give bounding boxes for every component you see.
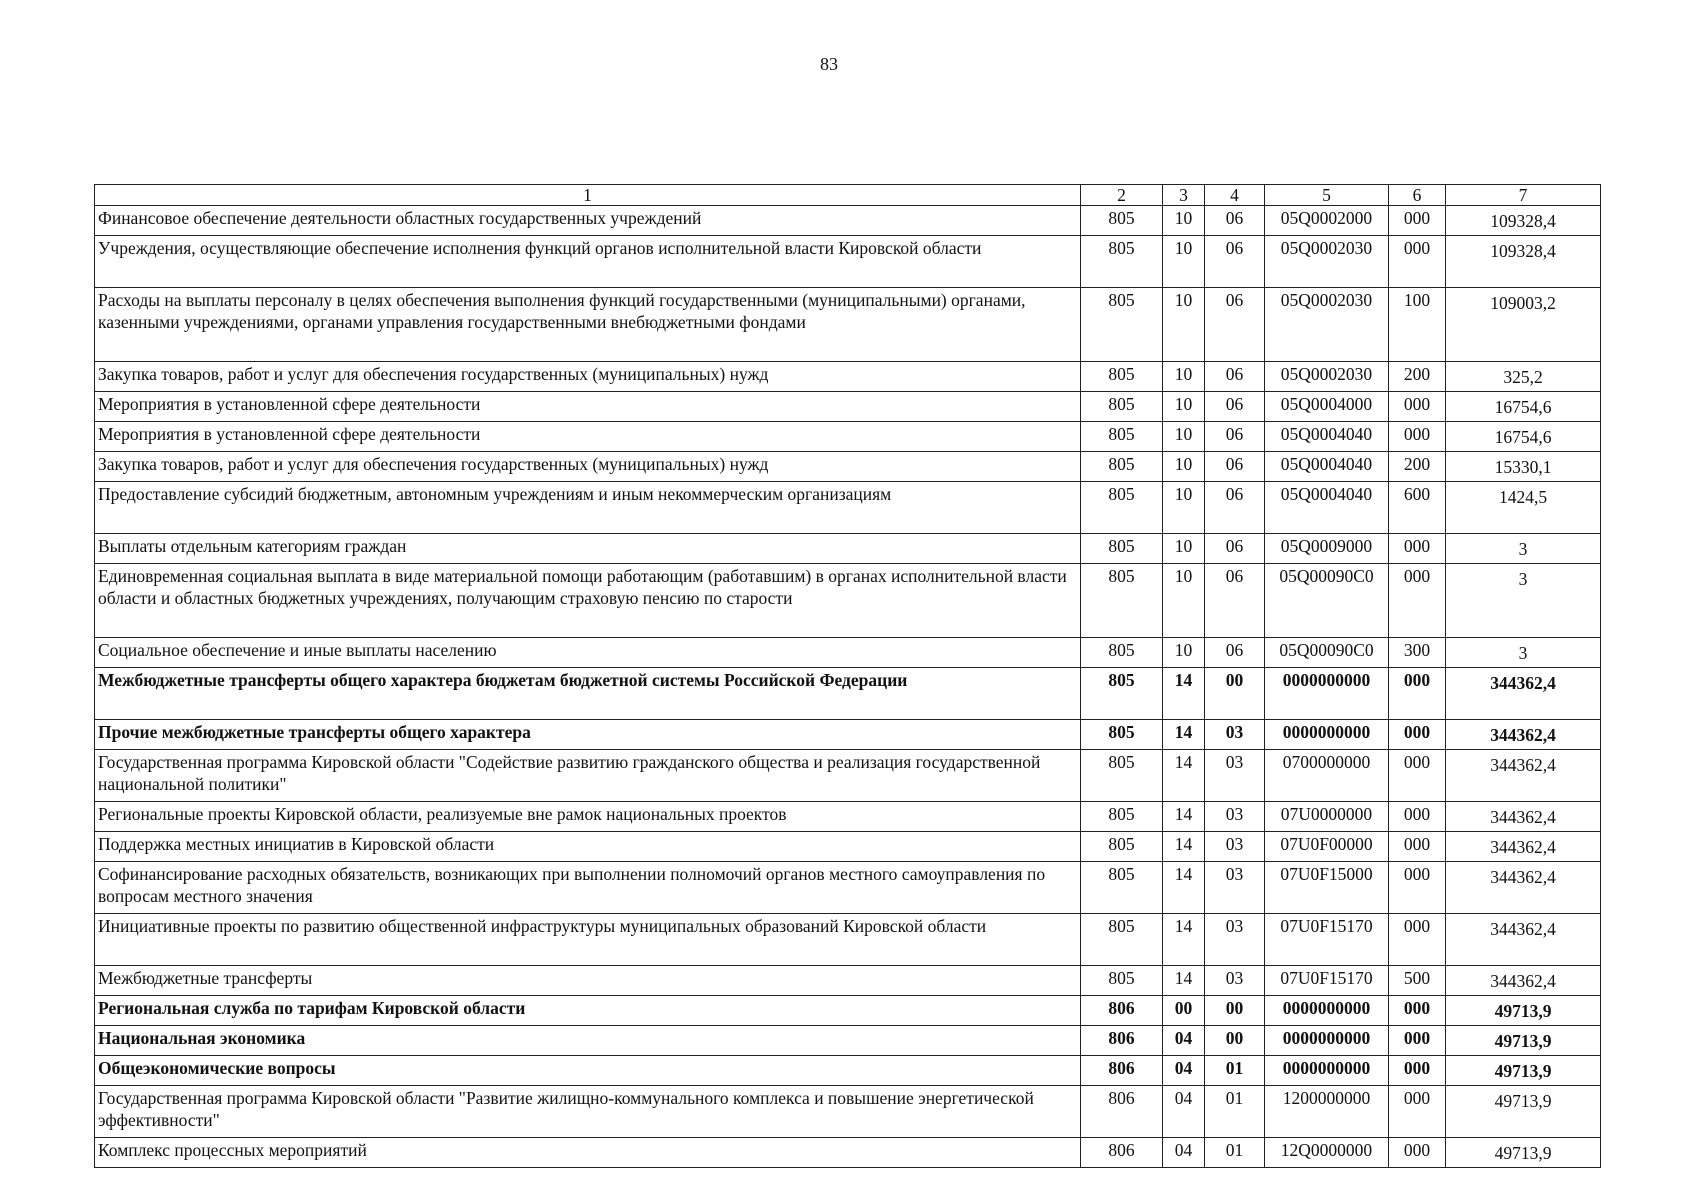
row-code-2-cell: 805 xyxy=(1081,236,1163,288)
row-code-4-cell: 03 xyxy=(1205,802,1265,832)
row-amount-cell: 3 xyxy=(1446,564,1601,638)
row-code-6-cell: 000 xyxy=(1389,534,1446,564)
table-row xyxy=(95,564,1601,638)
row-code-2-cell: 805 xyxy=(1081,750,1163,802)
row-code-6-cell: 100 xyxy=(1389,288,1446,362)
table-row xyxy=(95,802,1601,832)
row-name-cell: Региональная служба по тарифам Кировской области xyxy=(95,996,1081,1026)
row-amount-cell: 344362,4 xyxy=(1446,750,1601,802)
row-code-5-cell: 0700000000 xyxy=(1265,750,1389,802)
row-amount-cell: 49713,9 xyxy=(1446,1026,1601,1056)
row-code-4-cell: 06 xyxy=(1205,452,1265,482)
row-code-2-cell: 805 xyxy=(1081,362,1163,392)
row-code-4-cell: 06 xyxy=(1205,638,1265,668)
row-code-2-cell: 805 xyxy=(1081,862,1163,914)
row-amount-cell: 344362,4 xyxy=(1446,802,1601,832)
row-code-6-cell: 500 xyxy=(1389,966,1446,996)
row-code-6-cell: 200 xyxy=(1389,362,1446,392)
row-code-2-cell: 806 xyxy=(1081,1086,1163,1138)
row-code-6-cell: 000 xyxy=(1389,668,1446,720)
row-code-2-cell: 805 xyxy=(1081,482,1163,534)
row-name-cell: Учреждения, осуществляющие обеспечение исполнения функций органов исполнительной власти Кировской области xyxy=(95,236,1081,288)
header-cell: 2 xyxy=(1081,185,1163,206)
row-code-3-cell: 14 xyxy=(1163,862,1205,914)
row-code-4-cell: 06 xyxy=(1205,206,1265,236)
table-row xyxy=(95,966,1601,996)
budget-table xyxy=(94,184,1601,1168)
row-code-4-cell: 06 xyxy=(1205,482,1265,534)
table-row xyxy=(95,832,1601,862)
table-header-row xyxy=(95,185,1601,206)
row-name-cell: Межбюджетные трансферты xyxy=(95,966,1081,996)
row-name-cell: Межбюджетные трансферты общего характера бюджетам бюджетной системы Российской Федерации xyxy=(95,668,1081,720)
row-name-cell: Выплаты отдельным категориям граждан xyxy=(95,534,1081,564)
row-code-6-cell: 000 xyxy=(1389,720,1446,750)
page-number: 83 xyxy=(820,54,838,74)
row-amount-cell: 16754,6 xyxy=(1446,392,1601,422)
row-code-4-cell: 03 xyxy=(1205,914,1265,966)
row-name-cell: Прочие межбюджетные трансферты общего характера xyxy=(95,720,1081,750)
row-code-5-cell: 07U0F15170 xyxy=(1265,914,1389,966)
row-name-cell: Закупка товаров, работ и услуг для обеспечения государственных (муниципальных) нужд xyxy=(95,452,1081,482)
row-code-2-cell: 806 xyxy=(1081,1026,1163,1056)
row-code-3-cell: 10 xyxy=(1163,392,1205,422)
row-code-2-cell: 805 xyxy=(1081,832,1163,862)
row-code-5-cell: 07U0F00000 xyxy=(1265,832,1389,862)
header-cell: 3 xyxy=(1163,185,1205,206)
row-name-cell: Государственная программа Кировской области "Развитие жилищно-коммунального комплекса и повышение энергетической эффективности" xyxy=(95,1086,1081,1138)
table-row xyxy=(95,1056,1601,1086)
table-row xyxy=(95,288,1601,362)
row-code-2-cell: 805 xyxy=(1081,392,1163,422)
row-code-3-cell: 00 xyxy=(1163,996,1205,1026)
row-name-cell: Общеэкономические вопросы xyxy=(95,1056,1081,1086)
row-amount-cell: 344362,4 xyxy=(1446,862,1601,914)
row-code-6-cell: 000 xyxy=(1389,1138,1446,1168)
header-cell: 6 xyxy=(1389,185,1446,206)
row-code-4-cell: 03 xyxy=(1205,720,1265,750)
row-code-5-cell: 05Q0002030 xyxy=(1265,288,1389,362)
row-code-6-cell: 000 xyxy=(1389,392,1446,422)
row-code-4-cell: 00 xyxy=(1205,1026,1265,1056)
row-amount-cell: 325,2 xyxy=(1446,362,1601,392)
row-code-2-cell: 805 xyxy=(1081,534,1163,564)
table-row xyxy=(95,392,1601,422)
row-name-cell: Государственная программа Кировской области "Содействие развитию гражданского общества и реализация государственной национальной политики" xyxy=(95,750,1081,802)
row-code-6-cell: 000 xyxy=(1389,564,1446,638)
row-code-5-cell: 05Q0004040 xyxy=(1265,482,1389,534)
row-code-3-cell: 10 xyxy=(1163,422,1205,452)
row-code-6-cell: 000 xyxy=(1389,914,1446,966)
row-name-cell: Мероприятия в установленной сфере деятельности xyxy=(95,392,1081,422)
row-name-cell: Расходы на выплаты персоналу в целях обеспечения выполнения функций государственными (муниципальными) органами, казенными учреждениями, органами управления государственными внебюджетными фондами xyxy=(95,288,1081,362)
row-code-5-cell: 0000000000 xyxy=(1265,996,1389,1026)
row-code-5-cell: 05Q0004000 xyxy=(1265,392,1389,422)
row-name-cell: Национальная экономика xyxy=(95,1026,1081,1056)
table-row xyxy=(95,422,1601,452)
row-amount-cell: 344362,4 xyxy=(1446,832,1601,862)
table-row xyxy=(95,750,1601,802)
row-name-cell: Мероприятия в установленной сфере деятельности xyxy=(95,422,1081,452)
row-code-6-cell: 000 xyxy=(1389,206,1446,236)
row-amount-cell: 109003,2 xyxy=(1446,288,1601,362)
header-cell: 5 xyxy=(1265,185,1389,206)
table-row xyxy=(95,206,1601,236)
row-code-2-cell: 805 xyxy=(1081,452,1163,482)
row-code-3-cell: 14 xyxy=(1163,750,1205,802)
header-cell: 1 xyxy=(95,185,1081,206)
table-row xyxy=(95,362,1601,392)
row-name-cell: Софинансирование расходных обязательств, возникающих при выполнении полномочий органов местного самоуправления по вопросам местного значения xyxy=(95,862,1081,914)
row-code-2-cell: 805 xyxy=(1081,564,1163,638)
row-code-4-cell: 01 xyxy=(1205,1056,1265,1086)
row-code-6-cell: 000 xyxy=(1389,862,1446,914)
row-amount-cell: 109328,4 xyxy=(1446,236,1601,288)
row-code-6-cell: 000 xyxy=(1389,1056,1446,1086)
header-cell: 7 xyxy=(1446,185,1601,206)
row-name-cell: Финансовое обеспечение деятельности областных государственных учреждений xyxy=(95,206,1081,236)
table-row xyxy=(95,668,1601,720)
row-code-4-cell: 06 xyxy=(1205,288,1265,362)
row-code-3-cell: 10 xyxy=(1163,564,1205,638)
row-name-cell: Единовременная социальная выплата в виде материальной помощи работающим (работавшим) в органах исполнительной власти области и областных бюджетных учреждениях, получающим страховую пенсию по старости xyxy=(95,564,1081,638)
row-amount-cell: 344362,4 xyxy=(1446,668,1601,720)
row-code-5-cell: 07U0F15170 xyxy=(1265,966,1389,996)
row-name-cell: Комплекс процессных мероприятий xyxy=(95,1138,1081,1168)
row-code-4-cell: 03 xyxy=(1205,862,1265,914)
header-cell: 4 xyxy=(1205,185,1265,206)
row-code-5-cell: 07U0000000 xyxy=(1265,802,1389,832)
row-amount-cell: 49713,9 xyxy=(1446,1056,1601,1086)
row-code-2-cell: 805 xyxy=(1081,966,1163,996)
row-code-3-cell: 10 xyxy=(1163,482,1205,534)
row-code-3-cell: 10 xyxy=(1163,534,1205,564)
table-row xyxy=(95,1026,1601,1056)
row-code-6-cell: 000 xyxy=(1389,802,1446,832)
row-code-6-cell: 000 xyxy=(1389,750,1446,802)
row-code-4-cell: 06 xyxy=(1205,362,1265,392)
row-code-3-cell: 14 xyxy=(1163,668,1205,720)
row-code-3-cell: 04 xyxy=(1163,1086,1205,1138)
row-amount-cell: 49713,9 xyxy=(1446,1138,1601,1168)
row-code-2-cell: 805 xyxy=(1081,422,1163,452)
row-code-5-cell: 0000000000 xyxy=(1265,1026,1389,1056)
table-row xyxy=(95,534,1601,564)
row-code-5-cell: 07U0F15000 xyxy=(1265,862,1389,914)
row-amount-cell: 15330,1 xyxy=(1446,452,1601,482)
row-code-3-cell: 10 xyxy=(1163,452,1205,482)
table-row xyxy=(95,996,1601,1026)
row-code-2-cell: 805 xyxy=(1081,668,1163,720)
row-amount-cell: 344362,4 xyxy=(1446,720,1601,750)
row-code-6-cell: 000 xyxy=(1389,996,1446,1026)
row-code-6-cell: 200 xyxy=(1389,452,1446,482)
row-amount-cell: 49713,9 xyxy=(1446,1086,1601,1138)
row-code-5-cell: 05Q0002000 xyxy=(1265,206,1389,236)
row-code-4-cell: 03 xyxy=(1205,750,1265,802)
row-code-3-cell: 14 xyxy=(1163,914,1205,966)
row-code-5-cell: 05Q00090C0 xyxy=(1265,638,1389,668)
row-code-6-cell: 600 xyxy=(1389,482,1446,534)
row-code-6-cell: 000 xyxy=(1389,1026,1446,1056)
row-code-3-cell: 10 xyxy=(1163,288,1205,362)
row-code-5-cell: 05Q0002030 xyxy=(1265,236,1389,288)
row-code-3-cell: 10 xyxy=(1163,638,1205,668)
row-code-5-cell: 0000000000 xyxy=(1265,720,1389,750)
row-amount-cell: 344362,4 xyxy=(1446,914,1601,966)
table-row xyxy=(95,1138,1601,1168)
row-code-4-cell: 06 xyxy=(1205,534,1265,564)
row-amount-cell: 109328,4 xyxy=(1446,206,1601,236)
row-code-2-cell: 805 xyxy=(1081,638,1163,668)
row-code-3-cell: 04 xyxy=(1163,1138,1205,1168)
row-amount-cell: 49713,9 xyxy=(1446,996,1601,1026)
row-name-cell: Социальное обеспечение и иные выплаты населению xyxy=(95,638,1081,668)
row-code-4-cell: 06 xyxy=(1205,422,1265,452)
row-code-3-cell: 10 xyxy=(1163,236,1205,288)
row-code-3-cell: 10 xyxy=(1163,362,1205,392)
row-code-4-cell: 01 xyxy=(1205,1086,1265,1138)
row-code-3-cell: 04 xyxy=(1163,1056,1205,1086)
row-code-6-cell: 000 xyxy=(1389,832,1446,862)
row-code-5-cell: 05Q0009000 xyxy=(1265,534,1389,564)
table-row xyxy=(95,452,1601,482)
row-code-2-cell: 806 xyxy=(1081,1056,1163,1086)
row-code-3-cell: 10 xyxy=(1163,206,1205,236)
row-code-5-cell: 05Q00090C0 xyxy=(1265,564,1389,638)
row-name-cell: Закупка товаров, работ и услуг для обеспечения государственных (муниципальных) нужд xyxy=(95,362,1081,392)
row-code-4-cell: 06 xyxy=(1205,236,1265,288)
row-code-3-cell: 14 xyxy=(1163,966,1205,996)
table-row xyxy=(95,720,1601,750)
row-code-5-cell: 0000000000 xyxy=(1265,1056,1389,1086)
row-code-5-cell: 05Q0004040 xyxy=(1265,452,1389,482)
row-code-4-cell: 06 xyxy=(1205,392,1265,422)
row-code-6-cell: 000 xyxy=(1389,236,1446,288)
row-code-5-cell: 05Q0002030 xyxy=(1265,362,1389,392)
row-code-5-cell: 0000000000 xyxy=(1265,668,1389,720)
row-code-4-cell: 01 xyxy=(1205,1138,1265,1168)
row-code-4-cell: 03 xyxy=(1205,832,1265,862)
row-code-3-cell: 14 xyxy=(1163,832,1205,862)
row-code-6-cell: 000 xyxy=(1389,1086,1446,1138)
table-row xyxy=(95,914,1601,966)
row-amount-cell: 1424,5 xyxy=(1446,482,1601,534)
row-amount-cell: 344362,4 xyxy=(1446,966,1601,996)
row-name-cell: Предоставление субсидий бюджетным, автономным учреждениям и иным некоммерческим организациям xyxy=(95,482,1081,534)
row-code-6-cell: 000 xyxy=(1389,422,1446,452)
row-code-3-cell: 14 xyxy=(1163,802,1205,832)
row-code-5-cell: 05Q0004040 xyxy=(1265,422,1389,452)
row-name-cell: Региональные проекты Кировской области, реализуемые вне рамок национальных проектов xyxy=(95,802,1081,832)
table-row xyxy=(95,638,1601,668)
row-code-2-cell: 805 xyxy=(1081,720,1163,750)
row-amount-cell: 3 xyxy=(1446,534,1601,564)
table-row xyxy=(95,236,1601,288)
table-row xyxy=(95,1086,1601,1138)
row-code-4-cell: 00 xyxy=(1205,996,1265,1026)
row-code-5-cell: 12Q0000000 xyxy=(1265,1138,1389,1168)
table-row xyxy=(95,482,1601,534)
row-code-4-cell: 03 xyxy=(1205,966,1265,996)
row-code-2-cell: 805 xyxy=(1081,914,1163,966)
row-amount-cell: 16754,6 xyxy=(1446,422,1601,452)
row-code-4-cell: 06 xyxy=(1205,564,1265,638)
row-code-2-cell: 805 xyxy=(1081,802,1163,832)
row-code-5-cell: 1200000000 xyxy=(1265,1086,1389,1138)
row-code-2-cell: 806 xyxy=(1081,1138,1163,1168)
row-code-3-cell: 04 xyxy=(1163,1026,1205,1056)
row-code-2-cell: 805 xyxy=(1081,288,1163,362)
row-code-6-cell: 300 xyxy=(1389,638,1446,668)
row-amount-cell: 3 xyxy=(1446,638,1601,668)
row-code-3-cell: 14 xyxy=(1163,720,1205,750)
row-code-2-cell: 805 xyxy=(1081,206,1163,236)
row-name-cell: Инициативные проекты по развитию общественной инфраструктуры муниципальных образований Кировской области xyxy=(95,914,1081,966)
row-name-cell: Поддержка местных инициатив в Кировской области xyxy=(95,832,1081,862)
row-code-4-cell: 00 xyxy=(1205,668,1265,720)
row-code-2-cell: 806 xyxy=(1081,996,1163,1026)
table-row xyxy=(95,862,1601,914)
